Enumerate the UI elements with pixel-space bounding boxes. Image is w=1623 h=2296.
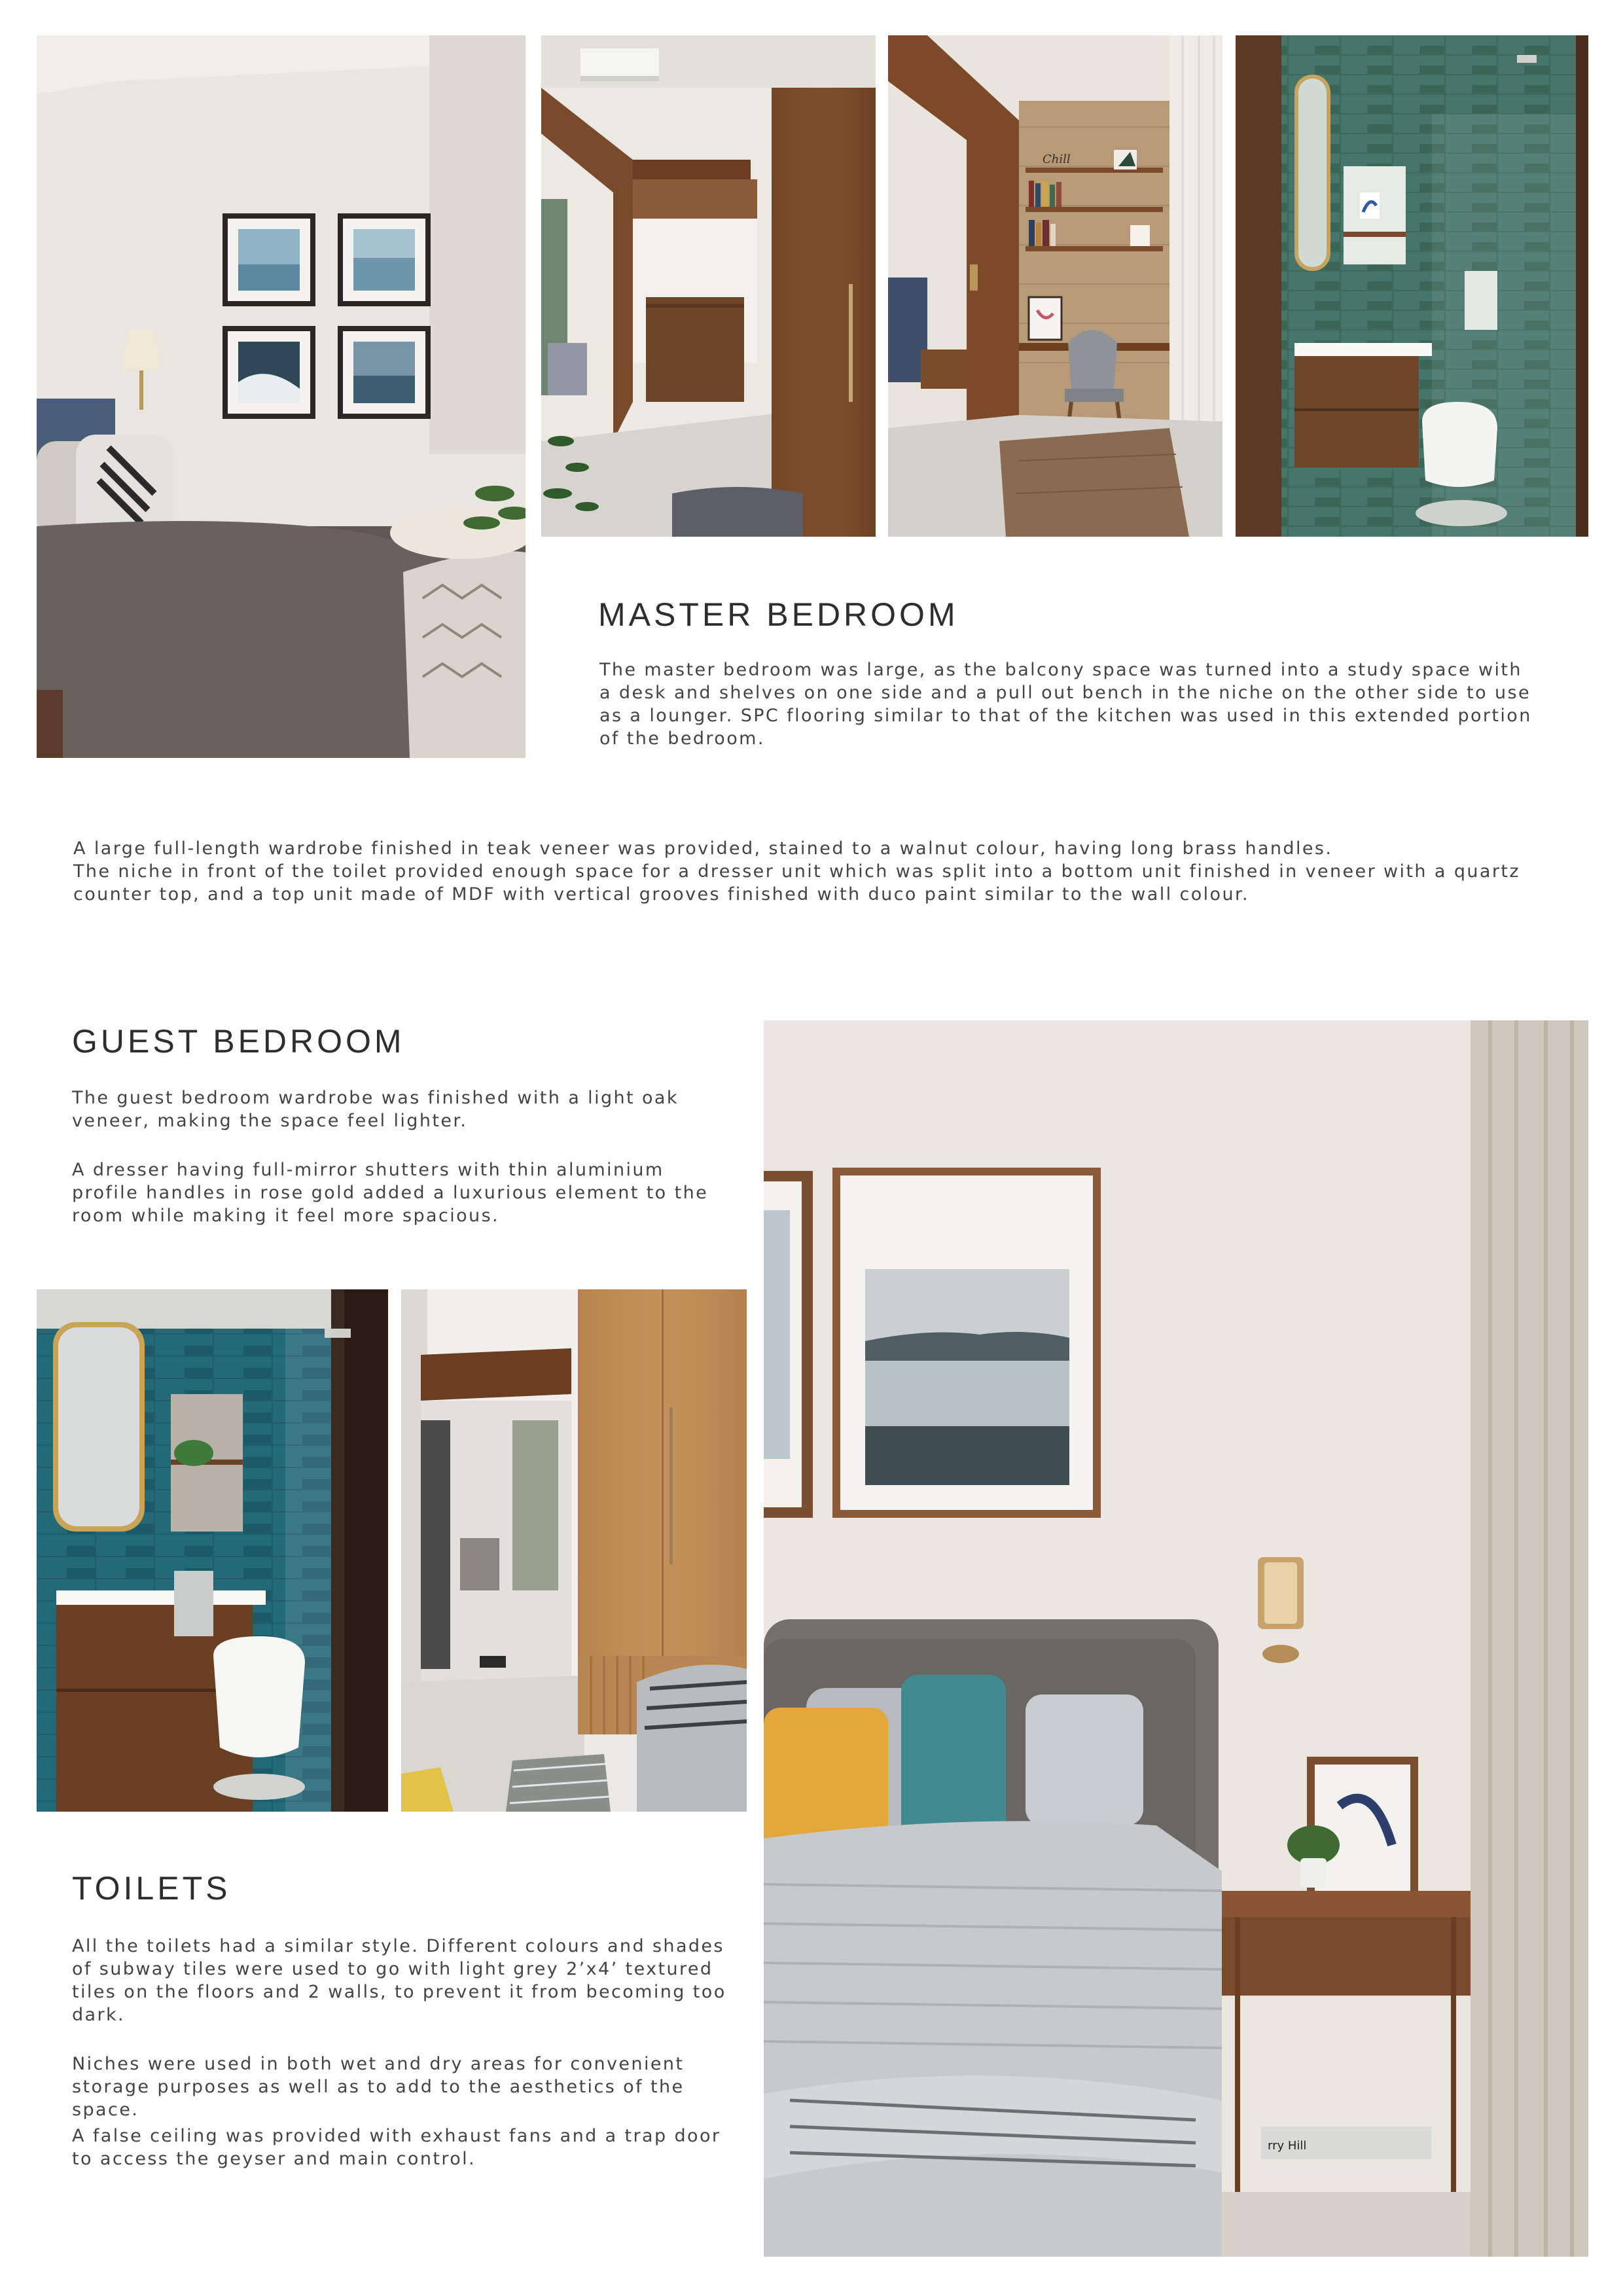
guest-bedroom-photo xyxy=(764,1020,1588,2257)
wardrobe-text-line2: The niche in front of the toilet provided enough space for a dresser unit which was split into a bottom unit finished in veneer with a quartz counter top, and a top unit made of MDF with vertical grooves finished with duco paint similar to the wall colour. xyxy=(73,861,1520,905)
toilets-text-3: A false ceiling was provided with exhaust fans and a trap door to access the geyser and main control. xyxy=(72,2126,721,2169)
master-bedroom-text: The master bedroom was large, as the balcony space was turned into a study space with a desk and shelves on one side and a pull out bench in the niche on the other side to use as a lounger. SPC flooring similar to that of the kitchen was used in this extended portion of the bedroom. xyxy=(599,660,1532,749)
master-bedroom-title: MASTER BEDROOM xyxy=(598,596,959,633)
master-wardrobe-photo xyxy=(541,35,876,537)
chill-sign: Chill xyxy=(1043,152,1071,166)
guest-bedroom-text-2: A dresser having full-mirror shutters with thin aluminium profile handles in rose gold added a luxurious element to the room while making it feel more spacious. xyxy=(72,1160,709,1226)
wardrobe-text-line1: A large full-length wardrobe finished in teak veneer was provided, stained to a walnut colour, having long brass handles. xyxy=(73,838,1333,859)
guest-toilet-photo xyxy=(37,1289,388,1812)
toilets-title: TOILETS xyxy=(72,1870,231,1907)
toilets-text-1: All the toilets had a similar style. Different colours and shades of subway tiles were used to go with light grey 2’x4’ textured tiles on the floors and 2 walls, to prevent it from becoming too dark. xyxy=(72,1936,726,2025)
guest-bedroom-title: GUEST BEDROOM xyxy=(72,1023,405,1060)
toilets-text-2: Niches were used in both wet and dry areas for convenient storage purposes as well as to add to the aesthetics of the space. xyxy=(72,2054,685,2120)
master-toilet-photo xyxy=(1236,35,1588,537)
guest-wardrobe-photo xyxy=(401,1289,747,1812)
guest-bedroom-text-1: The guest bedroom wardrobe was finished with a light oak veneer, making the space feel lighter. xyxy=(72,1088,679,1131)
master-bedroom-bed-photo xyxy=(37,35,526,758)
study-nook-photo xyxy=(888,35,1222,537)
book-title: rry Hill xyxy=(1268,2139,1307,2153)
